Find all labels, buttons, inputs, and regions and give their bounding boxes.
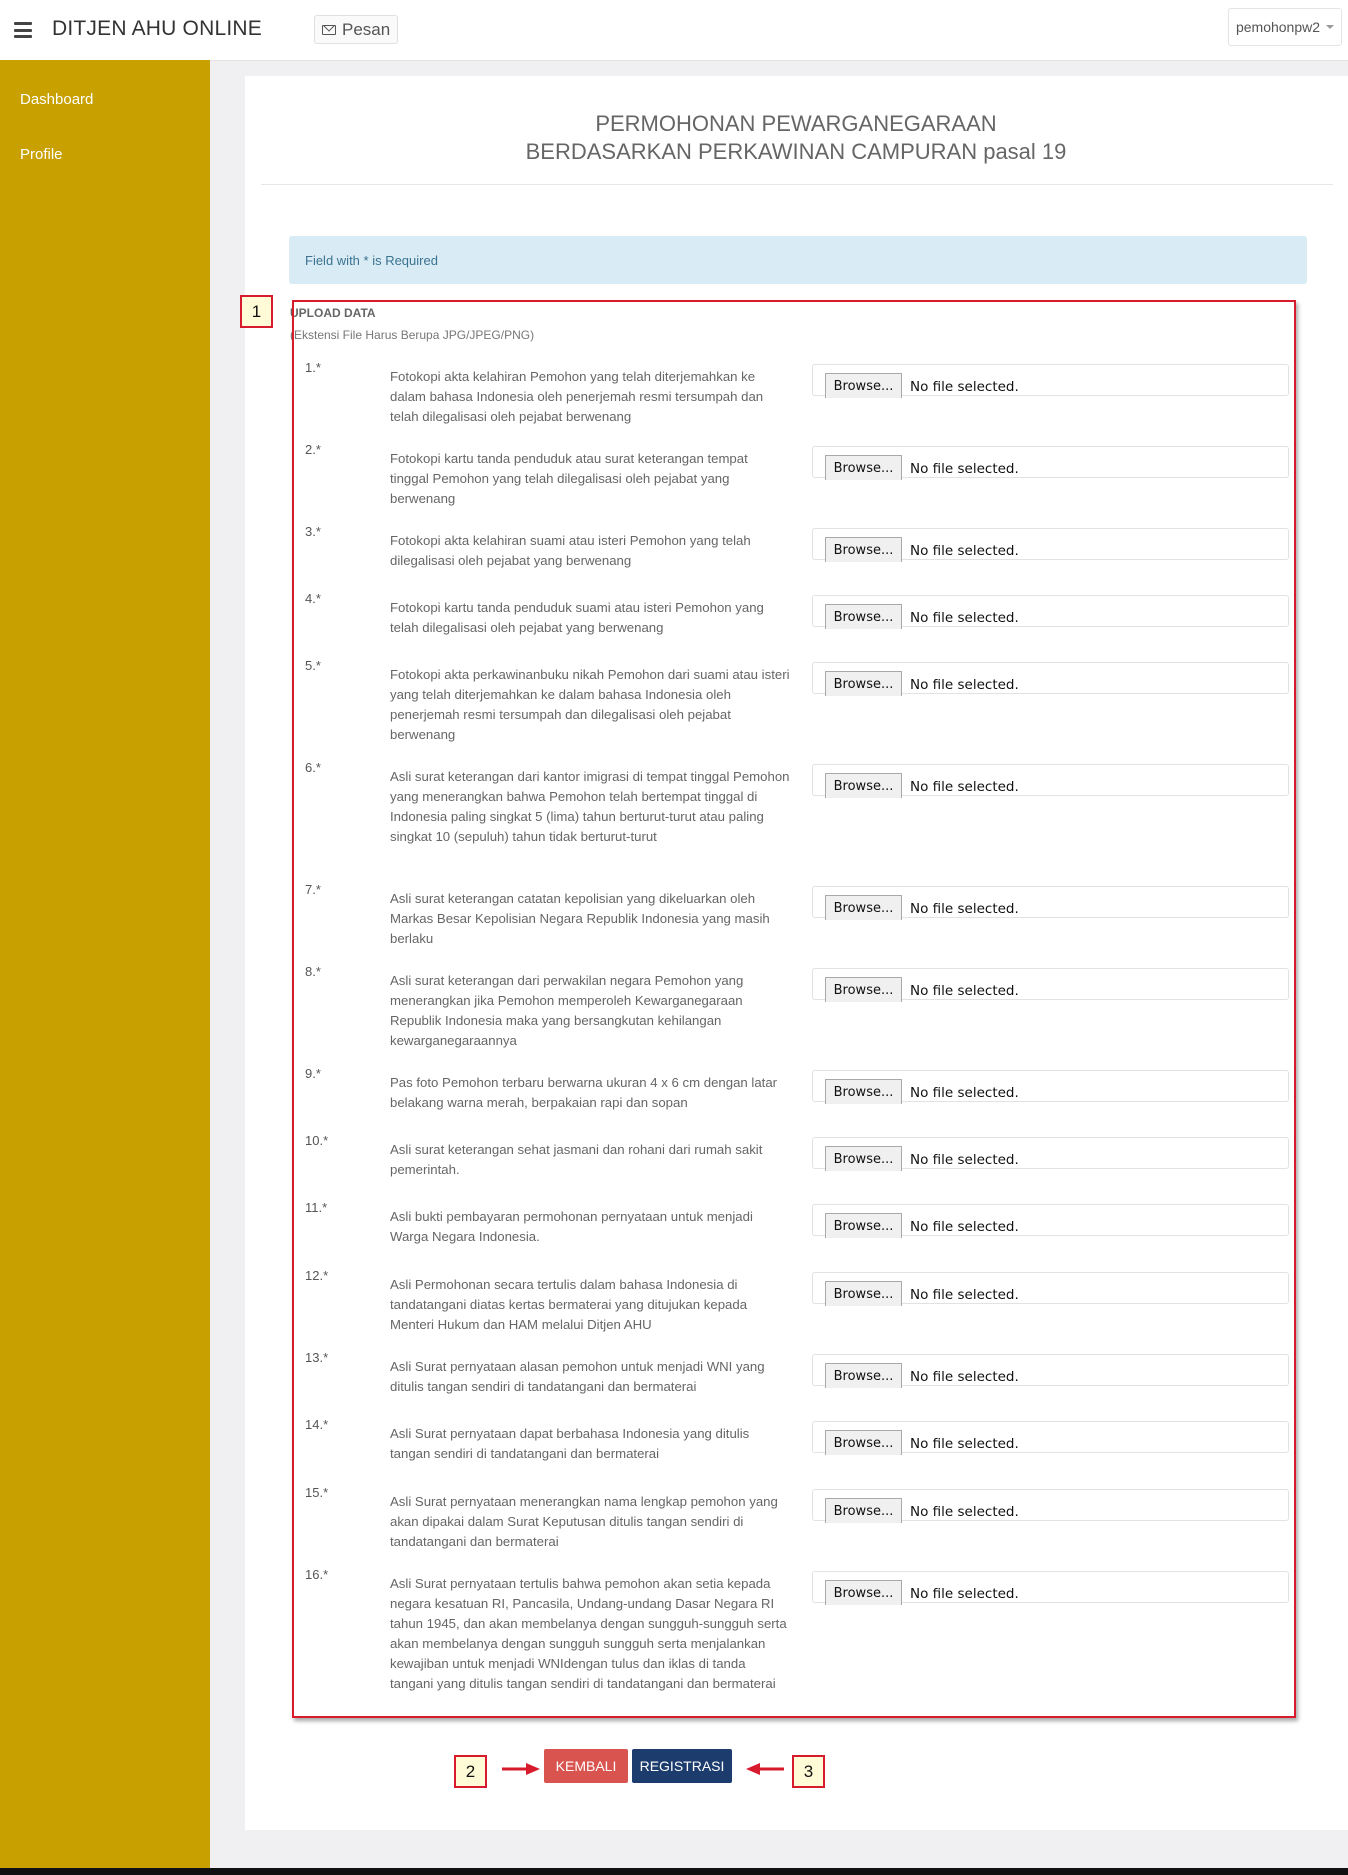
no-file-selected-text: No file selected.	[910, 1152, 1019, 1168]
browse-button[interactable]: Browse...	[825, 671, 902, 696]
envelope-icon	[322, 25, 336, 35]
top-navbar	[0, 0, 1348, 61]
upload-row-number: 15.*	[305, 1485, 329, 1500]
sidebar-item-profile[interactable]: Profile	[20, 146, 63, 163]
upload-row-number: 8.*	[305, 964, 321, 979]
user-name: pemohonpw2	[1235, 19, 1321, 35]
browse-button[interactable]: Browse...	[825, 895, 902, 920]
browse-button[interactable]: Browse...	[825, 1363, 902, 1388]
upload-row-label: Fotokopi akta perkawinanbuku nikah Pemohon dari suami atau isteri yang telah diterjemahkan ke dalam bahasa Indonesia oleh penerjemah resmi tersumpah dan dilegalisasi oleh pejabat berwenang	[390, 667, 790, 742]
no-file-selected-text: No file selected.	[910, 461, 1019, 477]
callout-3: 3	[792, 1755, 825, 1788]
browse-button[interactable]: Browse...	[825, 455, 902, 480]
no-file-selected-text: No file selected.	[910, 779, 1019, 795]
no-file-selected-text: No file selected.	[910, 543, 1019, 559]
no-file-selected-text: No file selected.	[910, 1085, 1019, 1101]
arrow-right-icon	[500, 1762, 542, 1776]
no-file-selected-text: No file selected.	[910, 1287, 1019, 1303]
browse-button[interactable]: Browse...	[825, 1580, 902, 1605]
pesan-label: Pesan	[342, 19, 391, 39]
title-divider	[261, 184, 1333, 185]
no-file-selected-text: No file selected.	[910, 983, 1019, 999]
upload-row-number: 2.*	[305, 442, 321, 457]
page-title-line1: PERMOHONAN PEWARGANEGARAAN	[595, 111, 997, 136]
browse-button[interactable]: Browse...	[825, 977, 902, 1002]
upload-row-number: 13.*	[305, 1350, 329, 1365]
upload-row-number: 3.*	[305, 524, 321, 539]
no-file-selected-text: No file selected.	[910, 379, 1019, 395]
upload-row-number: 16.*	[305, 1567, 329, 1582]
upload-row-label: Fotokopi akta kelahiran Pemohon yang telah diterjemahkan ke dalam bahasa Indonesia oleh penerjemah resmi tersumpah dan telah dilegalisasi oleh pejabat berwenang	[390, 369, 764, 424]
upload-row-label: Asli surat keterangan catatan kepolisian yang dikeluarkan oleh Markas Besar Kepolisian Negara Republik Indonesia yang masih berlaku	[390, 891, 770, 946]
browse-button[interactable]: Browse...	[825, 373, 902, 398]
main-content	[245, 76, 1348, 1830]
browse-button[interactable]: Browse...	[825, 1430, 902, 1455]
upload-row-label: Asli Permohonan secara tertulis dalam bahasa Indonesia di tandatangani diatas kertas bermaterai yang ditujukan kepada Menteri Hukum dan HAM melalui Ditjen AHU	[390, 1277, 748, 1332]
callout-2: 2	[454, 1755, 487, 1788]
browse-button[interactable]: Browse...	[825, 1079, 902, 1104]
annotation-highlight-box	[292, 300, 1296, 1718]
browse-button[interactable]: Browse...	[825, 604, 902, 629]
browse-button[interactable]: Browse...	[825, 537, 902, 562]
page-title-line2: BERDASARKAN PERKAWINAN CAMPURAN pasal 19	[525, 139, 1067, 164]
browse-button[interactable]: Browse...	[825, 1498, 902, 1523]
upload-row-number: 5.*	[305, 658, 321, 673]
sidebar-item-dashboard[interactable]: Dashboard	[20, 91, 94, 108]
browse-button[interactable]: Browse...	[825, 1146, 902, 1171]
sidebar	[0, 60, 210, 1868]
upload-title: UPLOAD DATA	[290, 306, 376, 320]
upload-row-number: 10.*	[305, 1133, 329, 1148]
required-alert: Field with * is Required	[289, 236, 1307, 284]
browse-button[interactable]: Browse...	[825, 1281, 902, 1306]
brand-title[interactable]: DITJEN AHU ONLINE	[52, 17, 262, 40]
kembali-button[interactable]: KEMBALI	[544, 1749, 628, 1783]
upload-row-label: Asli Surat pernyataan tertulis bahwa pemohon akan setia kepada negara kesatuan RI, Pancasila, Undang-undang Dasar Negara RI tahun 1945, dan akan membelanya dengan sungguh-sungguh serta akan membelanya dengan sungguh sungguh serta menjalankan kewajiban untuk menjadi WNIdengan tulus dan iklas di tanda tangani yang ditulis tangan sendiri di tandatangani dan bermaterai	[390, 1576, 787, 1691]
upload-row-label: Fotokopi kartu tanda penduduk suami atau isteri Pemohon yang telah dilegalisasi oleh pejabat yang berwenang	[390, 600, 764, 635]
no-file-selected-text: No file selected.	[910, 1369, 1019, 1385]
no-file-selected-text: No file selected.	[910, 1219, 1019, 1235]
upload-row-label: Asli Surat pernyataan menerangkan nama lengkap pemohon yang akan dipakai dalam Surat Keputusan ditulis tangan sendiri di tandatangani dan bermaterai	[390, 1494, 778, 1549]
no-file-selected-text: No file selected.	[910, 677, 1019, 693]
upload-row-number: 6.*	[305, 760, 321, 775]
upload-row-label: Asli surat keterangan sehat jasmani dan rohani dari rumah sakit pemerintah.	[390, 1142, 763, 1177]
browse-button[interactable]: Browse...	[825, 773, 902, 798]
upload-row-number: 1.*	[305, 360, 321, 375]
bottom-strip	[0, 1868, 1348, 1875]
upload-row-number: 7.*	[305, 882, 321, 897]
arrow-left-icon	[744, 1762, 786, 1776]
no-file-selected-text: No file selected.	[910, 901, 1019, 917]
no-file-selected-text: No file selected.	[910, 1504, 1019, 1520]
upload-row-number: 14.*	[305, 1417, 329, 1432]
upload-row-label: Asli surat keterangan dari kantor imigrasi di tempat tinggal Pemohon yang menerangkan bahwa Pemohon telah bertempat tinggal di Indonesia paling singkat 5 (lima) tahun berturut-turut atau paling singkat 10 (sepuluh) tahun tidak berturut-turut	[390, 769, 790, 844]
user-menu-button[interactable]	[1228, 8, 1342, 46]
upload-row-label: Fotokopi kartu tanda penduduk atau surat keterangan tempat tinggal Pemohon yang telah dilegalisasi oleh pejabat yang berwenang	[390, 451, 748, 506]
upload-subtitle: (Ekstensi File Harus Berupa JPG/JPEG/PNG)	[290, 328, 535, 342]
upload-row-label: Pas foto Pemohon terbaru berwarna ukuran 4 x 6 cm dengan latar belakang warna merah, berpakaian rapi dan sopan	[390, 1075, 778, 1110]
registrasi-button[interactable]: REGISTRASI	[632, 1749, 732, 1783]
upload-row-label: Fotokopi akta kelahiran suami atau isteri Pemohon yang telah dilegalisasi oleh pejabat yang berwenang	[390, 533, 751, 568]
upload-row-label: Asli bukti pembayaran permohonan pernyataan untuk menjadi Warga Negara Indonesia.	[390, 1209, 753, 1244]
caret-down-icon	[1326, 25, 1334, 29]
no-file-selected-text: No file selected.	[910, 1586, 1019, 1602]
upload-row-number: 9.*	[305, 1066, 321, 1081]
hamburger-menu-icon[interactable]	[14, 22, 32, 38]
upload-row-label: Asli Surat pernyataan alasan pemohon untuk menjadi WNI yang ditulis tangan sendiri di tandatangani dan bermaterai	[390, 1359, 765, 1394]
no-file-selected-text: No file selected.	[910, 1436, 1019, 1452]
browse-button[interactable]: Browse...	[825, 1213, 902, 1238]
pesan-button[interactable]	[314, 15, 398, 44]
upload-row-label: Asli surat keterangan dari perwakilan negara Pemohon yang menerangkan jika Pemohon memperoleh Kewarganegaraan Republik Indonesia maka yang bersangkutan kehilangan kewarganegaraannya	[390, 973, 744, 1048]
upload-row-number: 4.*	[305, 591, 321, 606]
no-file-selected-text: No file selected.	[910, 610, 1019, 626]
page-title	[261, 110, 1331, 166]
upload-row-number: 12.*	[305, 1268, 329, 1283]
upload-row-label: Asli Surat pernyataan dapat berbahasa Indonesia yang ditulis tangan sendiri di tandatangani dan bermaterai	[390, 1426, 750, 1461]
callout-1: 1	[240, 295, 273, 328]
upload-row-number: 11.*	[305, 1200, 328, 1215]
